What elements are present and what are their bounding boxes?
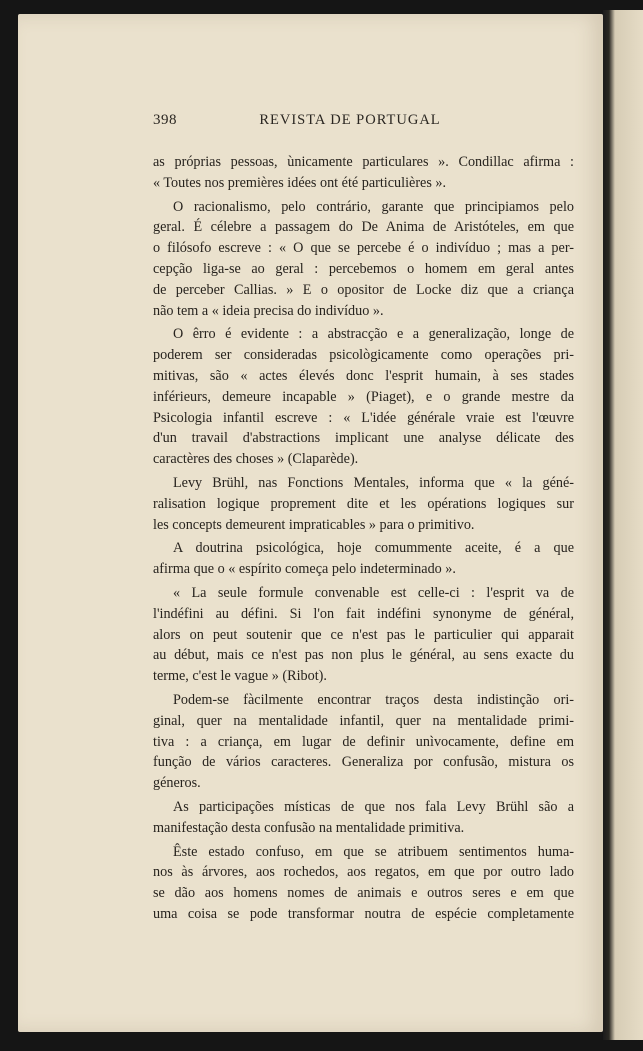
text-line: função de vários caracteres. Generaliza por confusão, mistura os bbox=[153, 754, 574, 771]
paragraph-9 bbox=[153, 842, 574, 925]
text-line: O racionalismo, pelo contrário, garante que principiamos pelo bbox=[173, 198, 574, 215]
paragraph-8 bbox=[153, 797, 574, 839]
text-line: nos às árvores, aos rochedos, aos regatos, em que por outro lado bbox=[153, 864, 574, 881]
text-line: ralisation logique proprement dite et les opérations logiques sur bbox=[153, 495, 574, 512]
text-line: ginal, quer na mentalidade infantil, quer na mentalidade primi- bbox=[153, 712, 574, 729]
text-line: l'indéfini au défini. Si l'on fait indéfini synonyme de général, bbox=[153, 605, 574, 622]
paragraph-2 bbox=[153, 197, 574, 322]
text-line: géneros. bbox=[153, 775, 201, 792]
text-line: uma coisa se pode transformar noutra de espécie completamente bbox=[153, 905, 574, 922]
text-line: O êrro é evidente : a abstracção e a generalização, longe de bbox=[173, 326, 574, 343]
text-line: mitivas, são « actes élevés donc l'esprit humain, à ses stades bbox=[153, 367, 574, 384]
text-line: afirma que o « espírito começa pelo indeterminado ». bbox=[153, 561, 456, 578]
text-line: Psicologia infantil escreve : « L'idée générale vraie est l'œuvre bbox=[153, 409, 574, 426]
text-line: Podem-se fàcilmente encontrar traços desta indistinção ori- bbox=[173, 691, 574, 708]
running-title: REVISTA DE PORTUGAL bbox=[259, 112, 441, 128]
text-line: inférieurs, demeure incapable » (Piaget), e o grande mestre da bbox=[153, 388, 574, 405]
page-number: 398 bbox=[153, 112, 177, 128]
body-text bbox=[153, 152, 574, 925]
text-line: terme, c'est le vague » (Ribot). bbox=[153, 668, 327, 685]
text-line: caractères des choses » (Claparède). bbox=[153, 451, 359, 468]
text-line: A doutrina psicológica, hoje comummente aceite, é a que bbox=[173, 540, 574, 557]
text-line: les concepts demeurent impraticables » para o primitivo. bbox=[153, 516, 475, 533]
text-line: manifestação desta confusão na mentalidade primitiva. bbox=[153, 819, 465, 836]
text-line: Levy Brühl, nas Fonctions Mentales, informa que « la géné- bbox=[173, 474, 574, 491]
text-line: o filósofo escreve : « O que se percebe é o indivíduo ; mas a per- bbox=[153, 240, 574, 257]
text-line: Êste estado confuso, em que se atribuem sentimentos huma- bbox=[173, 843, 574, 860]
text-line: As participações místicas de que nos fala Levy Brühl são a bbox=[173, 798, 574, 815]
paragraph-3 bbox=[153, 324, 574, 470]
text-line: poderem ser consideradas psicològicamente como operações pri- bbox=[153, 347, 574, 364]
text-line: cepção liga-se ao geral : percebemos o homem em geral antes bbox=[153, 260, 574, 277]
adjacent-page-edge bbox=[603, 10, 643, 1040]
text-line: « La seule formule convenable est celle-ci : l'esprit va de bbox=[173, 584, 574, 601]
text-line: não tem a « ideia precisa do indivíduo ». bbox=[153, 302, 384, 319]
text-line: tiva : a criança, em lugar de definir unìvocamente, define em bbox=[153, 733, 574, 750]
text-line: se dão aos homens nomes de animais e outros seres e em que bbox=[153, 885, 574, 902]
text-line: alors on peut soutenir que ce n'est pas le particulier qui apparait bbox=[153, 626, 574, 643]
paragraph-6 bbox=[153, 583, 574, 687]
text-line: de perceber Callias. » E o opositor de Locke diz que a criança bbox=[153, 281, 574, 298]
text-line: « Toutes nos premières idées ont été particulières ». bbox=[153, 174, 447, 191]
paragraph-4 bbox=[153, 473, 574, 535]
paragraph-5 bbox=[153, 538, 574, 580]
running-head bbox=[130, 112, 586, 132]
text-line: geral. É célebre a passagem do De Anima de Aristóteles, em que bbox=[153, 219, 574, 236]
text-line: au début, mais ce n'est pas non plus le général, au sens exacte du bbox=[153, 647, 574, 664]
text-line: as próprias pessoas, ùnicamente particulares ». Condillac afirma : bbox=[153, 154, 574, 170]
paragraph-7 bbox=[153, 690, 574, 794]
text-line: d'un travail d'abstractions implicant une analyse délicate des bbox=[153, 430, 574, 447]
paragraph-1 bbox=[153, 152, 574, 194]
